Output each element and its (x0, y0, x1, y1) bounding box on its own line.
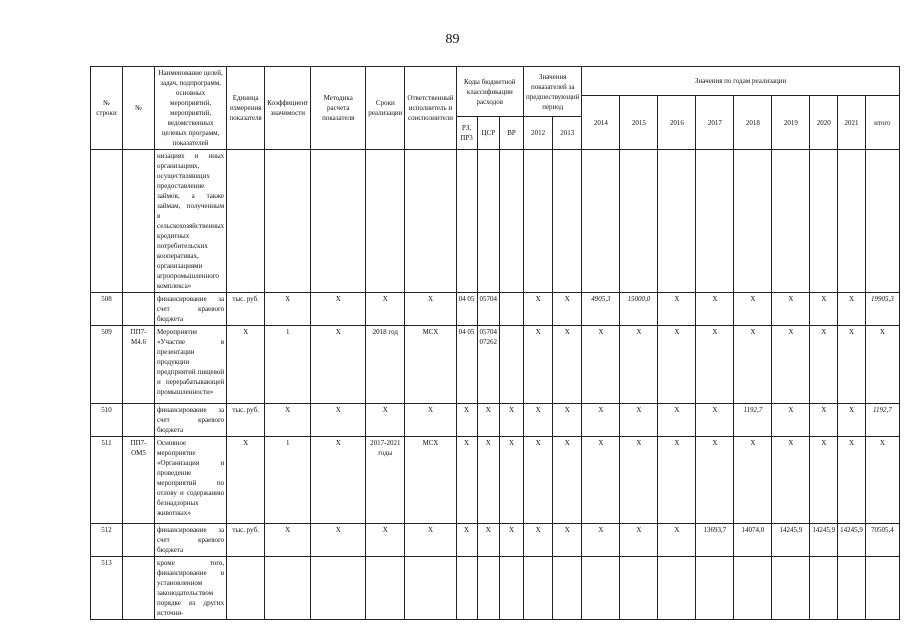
row-name: Основное мероприятие «Организация и проведение мероприятий по отлову и содержанию безнадзорных животных» (155, 437, 227, 524)
cell (405, 150, 456, 293)
value-cell: X (696, 437, 734, 524)
header-csr: ЦСР (477, 117, 500, 150)
rz-cell: X (456, 404, 477, 437)
terms-cell: X (366, 404, 405, 437)
header-name: Наименование целей, задач, подпрограмм, основных мероприятий, мероприятий, ведомственных целевых программ, показателей (155, 67, 227, 150)
value-cell: X (810, 293, 838, 326)
value-cell: X (524, 404, 553, 437)
continuation-text: низациях и иных организациях, осуществляющих предоставление займов, а также займам, полученным в сельскохозяйственных кредитных потребительских кооперативах, организациями агропромышленного комплекса» (155, 150, 227, 293)
row-name: кроме того, финансирование в установленном законодательством порядке из других источни- (155, 557, 227, 620)
cell (582, 150, 620, 293)
header-no: № (123, 67, 155, 150)
cell (524, 150, 553, 293)
value-cell: 14245,9 (772, 524, 810, 557)
cell (311, 150, 366, 293)
value-cell: X (696, 293, 734, 326)
method-cell: X (311, 326, 366, 404)
value-cell: X (734, 293, 772, 326)
unit-cell: X (227, 326, 265, 404)
cell (123, 150, 155, 293)
csr-cell: 05704 07262 (477, 326, 500, 404)
cell (772, 150, 810, 293)
csr-cell: X (477, 437, 500, 524)
row-name: финансирование за счет краевого бюджета (155, 293, 227, 326)
value-cell: X (524, 524, 553, 557)
coef-cell: X (265, 404, 311, 437)
cell (696, 150, 734, 293)
header-total: итого (865, 96, 899, 150)
value-cell (772, 557, 810, 620)
value-cell: X (620, 437, 658, 524)
row-number: 512 (91, 524, 123, 557)
value-cell: X (524, 437, 553, 524)
header-year: 2015 (620, 96, 658, 150)
row-code (123, 293, 155, 326)
total-cell: X (865, 326, 899, 404)
rz-cell (456, 557, 477, 620)
resp-cell: X (405, 293, 456, 326)
value-cell (582, 557, 620, 620)
value-cell: X (658, 326, 696, 404)
row-number: 509 (91, 326, 123, 404)
value-cell: 15000,0 (620, 293, 658, 326)
value-cell (524, 557, 553, 620)
resp-cell: МСХ (405, 437, 456, 524)
rz-cell: X (456, 524, 477, 557)
resp-cell: МСХ (405, 326, 456, 404)
table-row (91, 326, 900, 404)
header-year: 2021 (838, 96, 866, 150)
header-year: 2018 (734, 96, 772, 150)
cell (500, 150, 524, 293)
cell (366, 150, 405, 293)
table-row (91, 293, 900, 326)
unit-cell: тыс. руб. (227, 524, 265, 557)
vr-cell: X (500, 404, 524, 437)
value-cell: 1192,7 (734, 404, 772, 437)
value-cell: X (620, 524, 658, 557)
header-row-no: № строки (91, 67, 123, 150)
value-cell: X (810, 437, 838, 524)
table-header (91, 67, 900, 150)
value-cell: X (553, 404, 582, 437)
method-cell: X (311, 524, 366, 557)
value-cell: X (838, 437, 866, 524)
cell (810, 150, 838, 293)
value-cell: X (810, 404, 838, 437)
row-code (123, 404, 155, 437)
value-cell: X (553, 326, 582, 404)
value-cell: X (658, 293, 696, 326)
cell (265, 150, 311, 293)
total-cell: 1192,7 (865, 404, 899, 437)
header-year: 2020 (810, 96, 838, 150)
value-cell: X (838, 326, 866, 404)
cell (91, 150, 123, 293)
cell (456, 150, 477, 293)
vr-cell (500, 326, 524, 404)
coef-cell: 1 (265, 326, 311, 404)
value-cell: X (524, 326, 553, 404)
resp-cell: X (405, 404, 456, 437)
coef-cell: 1 (265, 437, 311, 524)
method-cell: X (311, 293, 366, 326)
value-cell: 14074,0 (734, 524, 772, 557)
csr-cell (477, 557, 500, 620)
header-year-values: Значения по годам реализации (582, 67, 900, 96)
table-row (91, 524, 900, 557)
header-resp: Ответственный исполнитель и соисполнители (405, 67, 456, 150)
value-cell: X (658, 404, 696, 437)
rz-cell: 04 05 (456, 293, 477, 326)
value-cell (696, 557, 734, 620)
value-cell (658, 557, 696, 620)
terms-cell (366, 557, 405, 620)
value-cell: X (658, 524, 696, 557)
value-cell (620, 557, 658, 620)
cell (838, 150, 866, 293)
cell (620, 150, 658, 293)
header-year: 2019 (772, 96, 810, 150)
value-cell: X (553, 437, 582, 524)
unit-cell: тыс. руб. (227, 293, 265, 326)
value-cell: X (582, 326, 620, 404)
row-code (123, 524, 155, 557)
value-cell: X (838, 293, 866, 326)
value-cell: X (524, 293, 553, 326)
row-name: финансирование за счет краевого бюджета (155, 404, 227, 437)
terms-cell: 2017-2021 годы (366, 437, 405, 524)
vr-cell (500, 293, 524, 326)
value-cell: X (696, 326, 734, 404)
value-cell: X (582, 524, 620, 557)
cell (553, 150, 582, 293)
coef-cell (265, 557, 311, 620)
header-coef: Коэффициент значимости (265, 67, 311, 150)
header-budget-codes: Коды бюджетной классификации расходов (456, 67, 524, 117)
resp-cell (405, 557, 456, 620)
csr-cell: X (477, 404, 500, 437)
vr-cell (500, 557, 524, 620)
header-year: 2017 (696, 96, 734, 150)
value-cell: X (772, 404, 810, 437)
value-cell: X (772, 326, 810, 404)
value-cell: X (734, 326, 772, 404)
value-cell: 14245,9 (838, 524, 866, 557)
row-code: ПП7-ОМ5 (123, 437, 155, 524)
csr-cell: 05704 (477, 293, 500, 326)
table-row (91, 557, 900, 620)
rz-cell: X (456, 437, 477, 524)
header-prev-values: Значения показателей за предшествующий период (524, 67, 582, 117)
value-cell: X (658, 437, 696, 524)
cell (734, 150, 772, 293)
value-cell: 14245,9 (810, 524, 838, 557)
header-terms: Сроки реализации (366, 67, 405, 150)
total-cell (865, 557, 899, 620)
value-cell: X (620, 326, 658, 404)
value-cell (810, 557, 838, 620)
header-method: Методика расчета показателя (311, 67, 366, 150)
value-cell: X (772, 437, 810, 524)
unit-cell: тыс. руб. (227, 404, 265, 437)
page-number: 89 (445, 32, 460, 47)
header-unit: Единица измерения показателя (227, 67, 265, 150)
vr-cell: X (500, 524, 524, 557)
value-cell: X (620, 404, 658, 437)
row-number: 513 (91, 557, 123, 620)
value-cell: X (772, 293, 810, 326)
header-year: 2014 (582, 96, 620, 150)
header-year: 2016 (658, 96, 696, 150)
value-cell: X (810, 326, 838, 404)
header-year: 2012 (524, 117, 553, 150)
method-cell (311, 557, 366, 620)
row-name: финансирование за счет краевого бюджета (155, 524, 227, 557)
resp-cell: X (405, 524, 456, 557)
value-cell: X (582, 404, 620, 437)
row-number: 510 (91, 404, 123, 437)
terms-cell: X (366, 293, 405, 326)
terms-cell: 2018 год (366, 326, 405, 404)
csr-cell: X (477, 524, 500, 557)
total-cell: 19905,3 (865, 293, 899, 326)
cell (227, 150, 265, 293)
terms-cell: X (366, 524, 405, 557)
header-vr: ВР (500, 117, 524, 150)
program-table (90, 66, 900, 620)
row-code: ПП7-М4.6 (123, 326, 155, 404)
header-rz: РЗ, ПР3 (456, 117, 477, 150)
total-cell: 70505,4 (865, 524, 899, 557)
value-cell: X (696, 404, 734, 437)
value-cell: X (734, 437, 772, 524)
table-row (91, 404, 900, 437)
table-row (91, 150, 900, 293)
value-cell (553, 557, 582, 620)
value-cell: X (838, 404, 866, 437)
header-year: 2013 (553, 117, 582, 150)
table-row (91, 437, 900, 524)
rz-cell: 04 05 (456, 326, 477, 404)
unit-cell (227, 557, 265, 620)
value-cell: 13693,7 (696, 524, 734, 557)
row-number: 508 (91, 293, 123, 326)
row-name: Мероприятие «Участие в презентации продукции предприятий пищевой и перерабатывающей промышленности» (155, 326, 227, 404)
unit-cell: X (227, 437, 265, 524)
coef-cell: X (265, 524, 311, 557)
method-cell: X (311, 437, 366, 524)
value-cell (734, 557, 772, 620)
cell (865, 150, 899, 293)
vr-cell: X (500, 437, 524, 524)
cell (477, 150, 500, 293)
value-cell: X (553, 293, 582, 326)
row-number: 511 (91, 437, 123, 524)
coef-cell: X (265, 293, 311, 326)
value-cell: 4905,3 (582, 293, 620, 326)
value-cell: X (582, 437, 620, 524)
method-cell: X (311, 404, 366, 437)
total-cell: X (865, 437, 899, 524)
cell (658, 150, 696, 293)
value-cell: X (553, 524, 582, 557)
value-cell (838, 557, 866, 620)
row-code (123, 557, 155, 620)
